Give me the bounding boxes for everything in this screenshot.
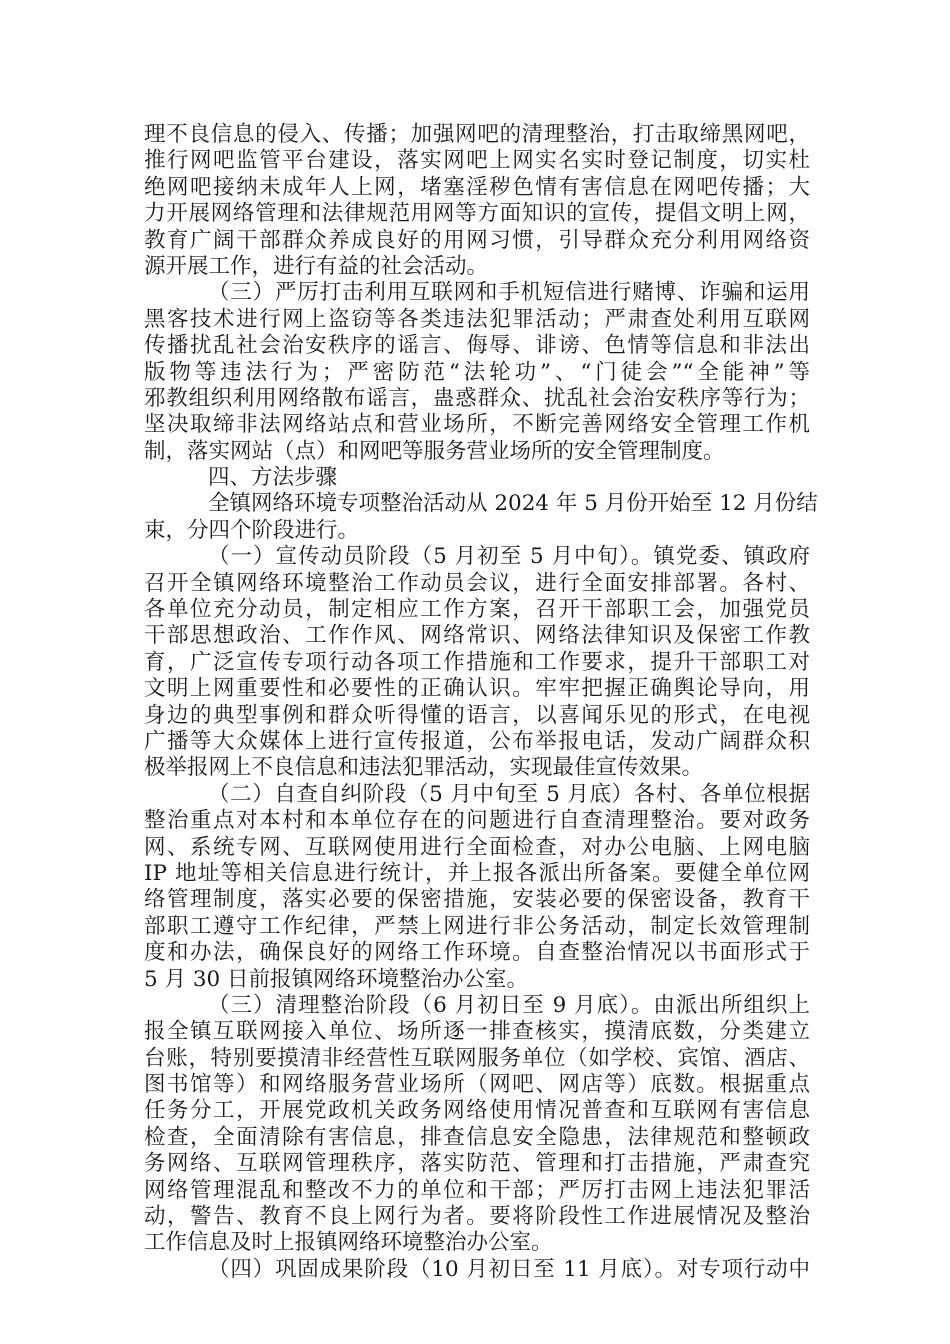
paragraph-heading: （三）严厉打击利用互联网和手机短信进行赌博、诈骗和运用 (208, 280, 810, 306)
text-line: 各单位充分动员，制定相应工作方案，召开干部职工会，加强党员 (144, 597, 810, 623)
paragraph-start: 全镇网络环境专项整治活动从 2024 年 5 月份开始至 12 月份结 (208, 491, 818, 517)
text-line: 5 月 30 日前报镇网络环境整治办公室。 (144, 966, 529, 992)
text-line: 检查，全面清除有害信息，排查信息安全隐患，法律规范和整顿政 (144, 1124, 810, 1150)
text-line: 召开全镇网络环境整治工作动员会议，进行全面安排部署。各村、 (144, 570, 810, 596)
text-line: 黑客技术进行网上盗窃等各类违法犯罪活动；严肃查处利用互联网 (144, 306, 810, 332)
text-line: 报全镇互联网接入单位、场所逐一排查核实，摸清底数，分类建立 (144, 1019, 810, 1045)
text-line: 理不良信息的侵入、传播；加强网吧的清理整治，打击取缔黑网吧， (144, 122, 810, 147)
text-line: 源开展工作，进行有益的社会活动。 (144, 253, 489, 279)
text-line: 邪教组织利用网络散布谣言，蛊惑群众、扰乱社会治安秩序等行为； (144, 385, 810, 411)
text-line: 整治重点对本村和本单位存在的问题进行自查清理整治。要对政务 (144, 808, 810, 834)
text-line: 图书馆等）和网络服务营业场所（网吧、网店等）底数。根据重点 (144, 1072, 810, 1098)
document-body (144, 122, 818, 1283)
text-line: 络管理制度，落实必要的保密措施，安装必要的保密设备，教育干 (144, 887, 810, 913)
text-line: 工作信息及时上报镇网络环境整治办公室。 (144, 1230, 553, 1256)
text-line: 教育广阔干部群众养成良好的用网习惯，引导群众充分利用网络资 (144, 227, 810, 253)
paragraph-heading: （二）自查自纠阶段（5 月中旬至 5 月底）各村、各单位根据 (208, 781, 810, 807)
text-line: 身边的典型事例和群众听得懂的语言，以喜闻乐见的形式，在电视 (144, 702, 810, 728)
text-line: 文明上网重要性和必要性的正确认识。牢牢把握正确舆论导向，用 (144, 676, 810, 702)
text-line: 育，广泛宣传专项行动各项工作措施和工作要求，提升干部职工对 (144, 649, 810, 675)
text-line: IP 地址等相关信息进行统计，并上报各派出所备案。要健全单位网 (144, 860, 810, 886)
text-line: 版物等违法行为；严密防范“法轮功”、“门徒会”“全能神”等 (144, 359, 810, 385)
text-line: 动，警告、教育不良上网行为者。要将阶段性工作进展情况及整治 (144, 1204, 810, 1230)
text-line: 部职工遵守工作纪律，严禁上网进行非公务活动，制定长效管理制 (144, 913, 810, 939)
text-line: 制，落实网站（点）和网吧等服务营业场所的安全管理制度。 (144, 438, 725, 464)
text-line: 束，分四个阶段进行。 (144, 517, 360, 543)
text-line: 干部思想政治、工作作风、网络常识、网络法律知识及保密工作教 (144, 623, 810, 649)
text-line: 极举报网上不良信息和违法犯罪活动，实现最佳宣传效果。 (144, 755, 704, 781)
paragraph-heading: （三）清理整治阶段（6 月初日至 9 月底）。由派出所组织上 (208, 992, 810, 1018)
section-heading: 四、方法步骤 (208, 465, 338, 491)
text-line: 度和办法，确保良好的网络工作环境。自查整治情况以书面形式于 (144, 940, 810, 966)
text-line: 广播等大众媒体上进行宣传报道，公布举报电话，发动广阔群众积 (144, 728, 810, 754)
text-line: 务网络、互联网管理秩序，落实防范、管理和打击措施，严肃查究 (144, 1151, 810, 1177)
paragraph-heading: （一）宣传动员阶段（5 月初至 5 月中旬）。镇党委、镇政府 (208, 544, 810, 570)
text-line: 传播扰乱社会治安秩序的谣言、侮辱、诽谤、色情等信息和非法出 (144, 333, 810, 359)
text-line: 网络管理混乱和整改不力的单位和干部；严厉打击网上违法犯罪活 (144, 1177, 810, 1203)
text-line: 绝网吧接纳未成年人上网，堵塞淫秽色情有害信息在网吧传播；大 (144, 174, 810, 200)
text-line: 坚决取缔非法网络站点和营业场所，不断完善网络安全管理工作机 (144, 412, 810, 438)
text-line: 推行网吧监管平台建设，落实网吧上网实名实时登记制度，切实杜 (144, 148, 810, 174)
paragraph-heading: （四）巩固成果阶段（10 月初日至 11 月底）。对专项行动中 (208, 1256, 810, 1282)
text-line: 台账，特别要摸清非经营性互联网服务单位（如学校、宾馆、酒店、 (144, 1045, 810, 1071)
text-line: 力开展网络管理和法律规范用网等方面知识的宣传，提倡文明上网， (144, 201, 810, 227)
text-line: 任务分工，开展党政机关政务网络使用情况普查和互联网有害信息 (144, 1098, 810, 1124)
text-line: 网、系统专网、互联网使用进行全面检查，对办公电脑、上网电脑 (144, 834, 810, 860)
